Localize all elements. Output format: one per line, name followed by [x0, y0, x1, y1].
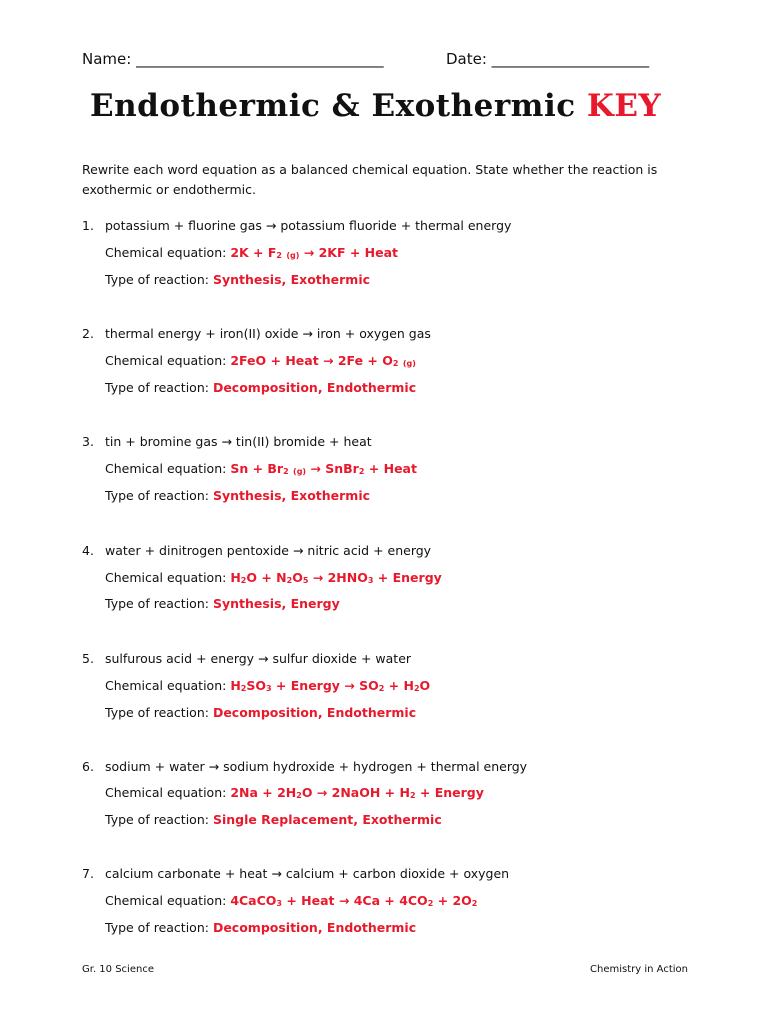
reaction-type-line	[105, 705, 416, 720]
type-label: Type of reaction:	[105, 380, 213, 395]
name-field: Name: _________________________________	[82, 50, 384, 68]
chemical-equation-line	[105, 678, 430, 693]
reaction-type-line	[105, 920, 416, 935]
type-label: Type of reaction:	[105, 812, 213, 827]
chemical-equation-answer: $2Na + 2H_2O$ → 2NaOH + $H_2$ + Energy	[230, 785, 484, 800]
reaction-type-answer: Decomposition, Endothermic	[212, 705, 417, 720]
type-label: Type of reaction:	[105, 272, 213, 287]
date-field: Date: _____________________	[446, 50, 650, 68]
item-number: 3.	[82, 434, 94, 449]
chem-label: Chemical equation:	[105, 570, 231, 585]
word-equation: sulfurous acid + energy → sulfur dioxide + water	[105, 651, 412, 666]
chemical-equation-answer: $H_2SO_3$ + Energy → $SO_2 + H_2O$	[230, 678, 431, 693]
reaction-type-answer: Decomposition, Endothermic	[212, 380, 417, 395]
reaction-type-line	[105, 596, 340, 611]
chemical-equation-answer: $H_2O + N_2O_5 \to 2HNO_3$ + Energy	[230, 570, 442, 585]
word-equation: thermal energy + iron(II) oxide → iron + oxygen gas	[105, 326, 431, 341]
type-label: Type of reaction:	[105, 596, 213, 611]
footer-course: Gr. 10 Science	[82, 964, 154, 975]
title-key: KEY	[586, 88, 662, 124]
reaction-type-answer: Single Replacement, Exothermic	[212, 812, 442, 827]
item-number: 6.	[82, 759, 94, 774]
chemical-equation-line	[105, 461, 417, 476]
chemical-equation-answer: 4CaCO$_3$ + Heat → $4Ca + 4CO_2 + 2O_2$	[230, 893, 478, 908]
chemical-equation-answer: $2K + F_2$ $_{(g)}$ → 2KF + Heat	[230, 245, 399, 260]
chemical-equation-line	[105, 245, 398, 260]
chemical-equation-line	[105, 570, 442, 585]
page-title	[90, 88, 661, 124]
chem-label: Chemical equation:	[105, 678, 231, 693]
instructions: Rewrite each word equation as a balanced chemical equation. State whether the reaction is exothermic or endothermic.	[82, 162, 658, 197]
reaction-type-line	[105, 488, 370, 503]
item-number: 2.	[82, 326, 94, 341]
type-label: Type of reaction:	[105, 705, 213, 720]
chemical-equation-line	[105, 893, 477, 908]
type-label: Type of reaction:	[105, 920, 213, 935]
reaction-type-answer: Synthesis, Exothermic	[212, 272, 371, 287]
word-equation: calcium carbonate + heat → calcium + carbon dioxide + oxygen	[105, 866, 510, 881]
word-equation: water + dinitrogen pentoxide → nitric acid + energy	[105, 543, 432, 558]
reaction-type-answer: Decomposition, Endothermic	[212, 920, 417, 935]
item-number: 4.	[82, 543, 94, 558]
chemical-equation-line	[105, 353, 416, 368]
reaction-type-line	[105, 272, 370, 287]
item-number: 7.	[82, 866, 94, 881]
type-label: Type of reaction:	[105, 488, 213, 503]
word-equation: sodium + water → sodium hydroxide + hydrogen + thermal energy	[105, 759, 528, 774]
chem-label: Chemical equation:	[105, 461, 231, 476]
chem-label: Chemical equation:	[105, 785, 231, 800]
chem-label: Chemical equation:	[105, 245, 231, 260]
chem-label: Chemical equation:	[105, 353, 231, 368]
footer-series: Chemistry in Action	[590, 964, 688, 975]
reaction-type-line	[105, 812, 442, 827]
item-number: 5.	[82, 651, 94, 666]
chemical-equation-line	[105, 785, 484, 800]
reaction-type-answer: Synthesis, Energy	[212, 596, 340, 611]
reaction-type-answer: Synthesis, Exothermic	[212, 488, 371, 503]
chemical-equation-answer: 2FeO + Heat → $2Fe + O_2$ $_{(g)}$	[230, 353, 416, 368]
reaction-type-line	[105, 380, 416, 395]
word-equation: potassium + fluorine gas → potassium fluoride + thermal energy	[105, 218, 512, 233]
chemical-equation-answer: $Sn + Br_2$ $_{(g)}$ → SnBr$_2$ + Heat	[230, 461, 417, 476]
item-number: 1.	[82, 218, 94, 233]
word-equation: tin + bromine gas → tin(II) bromide + heat	[105, 434, 372, 449]
title-main: Endothermic & Exothermic	[90, 88, 576, 124]
chem-label: Chemical equation:	[105, 893, 231, 908]
